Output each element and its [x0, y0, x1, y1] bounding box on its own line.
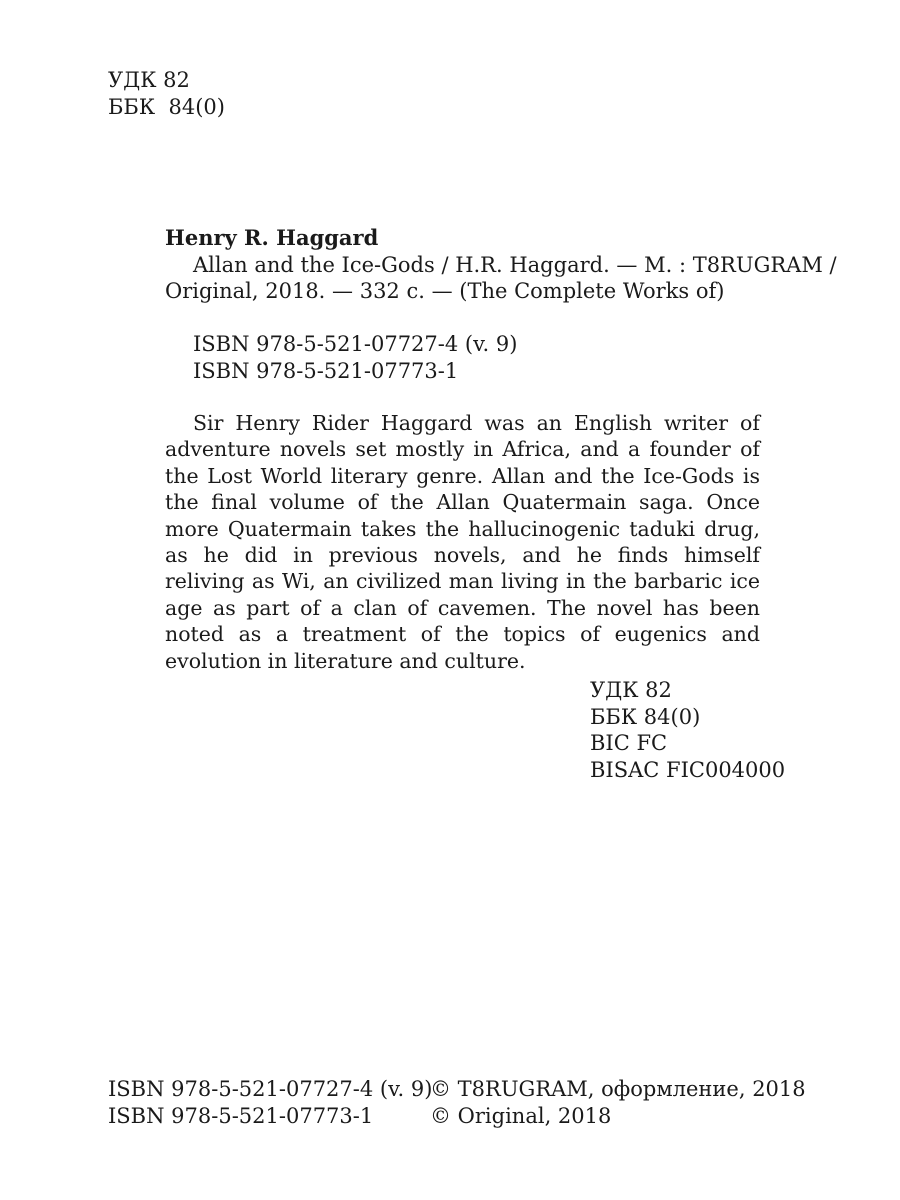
footer-copyright [430, 1076, 806, 1129]
bisac-code: BISAC FIC004000 [590, 757, 786, 782]
udk-code: УДК 82 [108, 68, 190, 92]
bibliographic-record [165, 225, 837, 305]
udk-code: УДК 82 [590, 678, 672, 702]
copyright-publisher-design: © T8RUGRAM, оформление, 2018 [430, 1077, 806, 1101]
footer-isbn-volume: ISBN 978-5-521-07727-4 (v. 9) [108, 1077, 433, 1101]
copyright-original: © Original, 2018 [430, 1103, 612, 1128]
bbk-code: ББК 84(0) [590, 704, 701, 729]
footer-isbn-series: ISBN 978-5-521-07773-1 [108, 1103, 374, 1128]
isbn-volume: ISBN 978-5-521-07727-4 (v. 9) [193, 332, 518, 356]
footer-isbn [108, 1076, 432, 1129]
author-name: Henry R. Haggard [165, 225, 379, 250]
isbn-series: ISBN 978-5-521-07773-1 [193, 358, 459, 383]
bibliographic-publication-line: Original, 2018. — 332 c. — (The Complete Works of) [165, 279, 725, 303]
bbk-code: ББК 84(0) [108, 94, 225, 119]
classification-codes [590, 677, 785, 783]
isbn-block [193, 331, 517, 384]
annotation-text: Sir Henry Rider Haggard was an English writer of adventure novels set mostly in Africa, and a founder of the Lost World literary genre. Allan and the Ice-Gods is the final volume of the Allan Quatermain saga. Once more Quatermain takes the hallucinogenic taduki drug, as he did in previous novels, and he finds himself reliving as Wi, an civilized man living in the barbaric ice age as part of a clan of cavemen. The novel has been noted as a treatment of the topics of eugenics and evolution in literature and culture. [165, 411, 760, 673]
bibliographic-title-line: Allan and the Ice-Gods / H.R. Haggard. — M. : T8RUGRAM / [193, 252, 837, 277]
annotation [165, 410, 760, 674]
bic-code: BIC FC [590, 731, 668, 755]
top-classification-codes [108, 67, 225, 120]
